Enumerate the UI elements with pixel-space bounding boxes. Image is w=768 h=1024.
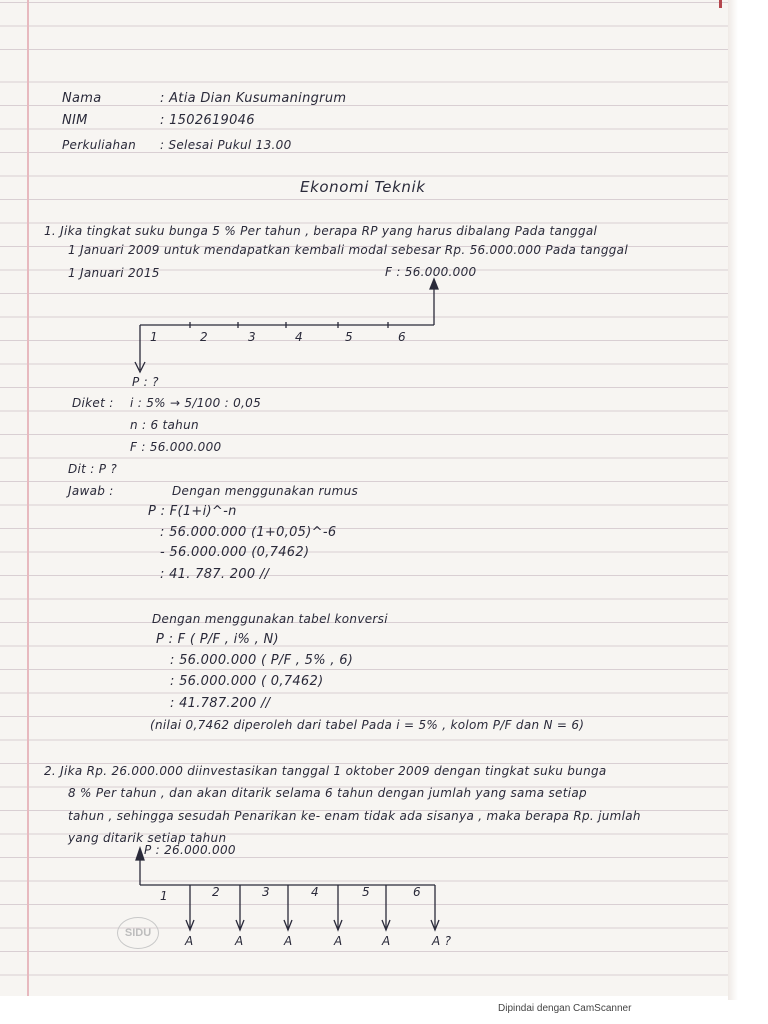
- nim-value: : 1502619046: [160, 113, 255, 128]
- p1-period-6: 6: [398, 330, 406, 344]
- p1-future-value-label: F : 56.000.000: [385, 265, 477, 279]
- p2-line1: 2. Jika Rp. 26.000.000 diinvestasikan tanggal 1 oktober 2009 dengan tingkat suku bunga: [44, 764, 607, 778]
- formula-step1: P : F(1+i)^-n: [148, 504, 237, 519]
- p2-withdrawal-3: A: [284, 934, 293, 948]
- perkuliahan-label: Perkuliahan: [62, 138, 136, 152]
- p2-withdrawal-4: A: [334, 934, 343, 948]
- tabel-note: (nilai 0,7462 diperoleh dari tabel Pada i = 5% , kolom P/F dan N = 6): [150, 718, 585, 732]
- p2-withdrawal-6: A ?: [432, 934, 452, 948]
- p2-line3: tahun , sehingga sesudah Penarikan ke- enam tidak ada sisanya , maka berapa Rp. jumlah: [68, 809, 641, 823]
- p1-period-5: 5: [345, 330, 353, 344]
- p2-period-4: 4: [311, 885, 319, 899]
- p2-present-arrowhead: [136, 848, 144, 860]
- jawab-label: Jawab :: [68, 484, 114, 498]
- p1-line1: 1. Jika tingkat suku bunga 5 % Per tahun , berapa RP yang harus dibalang Pada tanggal: [44, 224, 598, 238]
- formula-step3: - 56.000.000 (0,7462): [160, 545, 310, 560]
- tabel-step3: : 56.000.000 ( 0,7462): [170, 674, 324, 689]
- p2-period-5: 5: [362, 885, 370, 899]
- tabel-step2: : 56.000.000 ( P/F , 5% , 6): [170, 653, 354, 668]
- diket-n: n : 6 tahun: [130, 418, 199, 432]
- p1-line2: 1 Januari 2009 untuk mendapatkan kembali modal sebesar Rp. 56.000.000 Pada tanggal: [68, 243, 628, 257]
- scanner-footer: Dipindai dengan CamScanner: [498, 1003, 632, 1014]
- p1-period-4: 4: [295, 330, 303, 344]
- page-shadow: [728, 0, 738, 1000]
- p2-period-6: 6: [413, 885, 421, 899]
- p1-period-3: 3: [248, 330, 256, 344]
- nama-label: Nama: [62, 91, 102, 106]
- tabel-intro: Dengan menggunakan tabel konversi: [152, 612, 388, 626]
- sidu-logo-stamp: SIDU: [117, 917, 159, 949]
- p2-period-2: 2: [212, 885, 220, 899]
- tabel-step1: P : F ( P/F , i% , N): [156, 632, 279, 647]
- p1-present-label: P : ?: [132, 375, 159, 389]
- jawab-intro: Dengan menggunakan rumus: [172, 484, 359, 498]
- formula-step2: : 56.000.000 (1+0,05)^-6: [160, 525, 337, 540]
- page-title: Ekonomi Teknik: [300, 178, 426, 196]
- perkuliahan-value: : Selesai Pukul 13.00: [160, 138, 292, 152]
- p2-withdrawal-1: A: [185, 934, 194, 948]
- p2-present-value-label: P : 26.000.000: [144, 843, 236, 857]
- diket-label: Diket :: [72, 396, 114, 410]
- p1-line3: 1 Januari 2015: [68, 266, 160, 280]
- diket-i: i : 5% → 5/100 : 0,05: [130, 396, 261, 410]
- diket-f: F : 56.000.000: [130, 440, 222, 454]
- p2-line4: yang ditarik setiap tahun: [68, 831, 227, 845]
- p2-period-3: 3: [262, 885, 270, 899]
- formula-step4: : 41. 787. 200 //: [160, 567, 270, 582]
- tabel-step4: : 41.787.200 //: [170, 696, 271, 711]
- p2-withdrawal-5: A: [382, 934, 391, 948]
- p2-withdrawal-2: A: [235, 934, 244, 948]
- p2-line2: 8 % Per tahun , dan akan ditarik selama 6 tahun dengan jumlah yang sama setiap: [68, 786, 587, 800]
- dit-line: Dit : P ?: [68, 462, 118, 476]
- nama-value: : Atia Dian Kusumaningrum: [160, 91, 347, 106]
- p1-period-2: 2: [200, 330, 208, 344]
- p2-period-1: 1: [160, 889, 168, 903]
- p1-period-1: 1: [150, 330, 158, 344]
- nim-label: NIM: [62, 113, 88, 128]
